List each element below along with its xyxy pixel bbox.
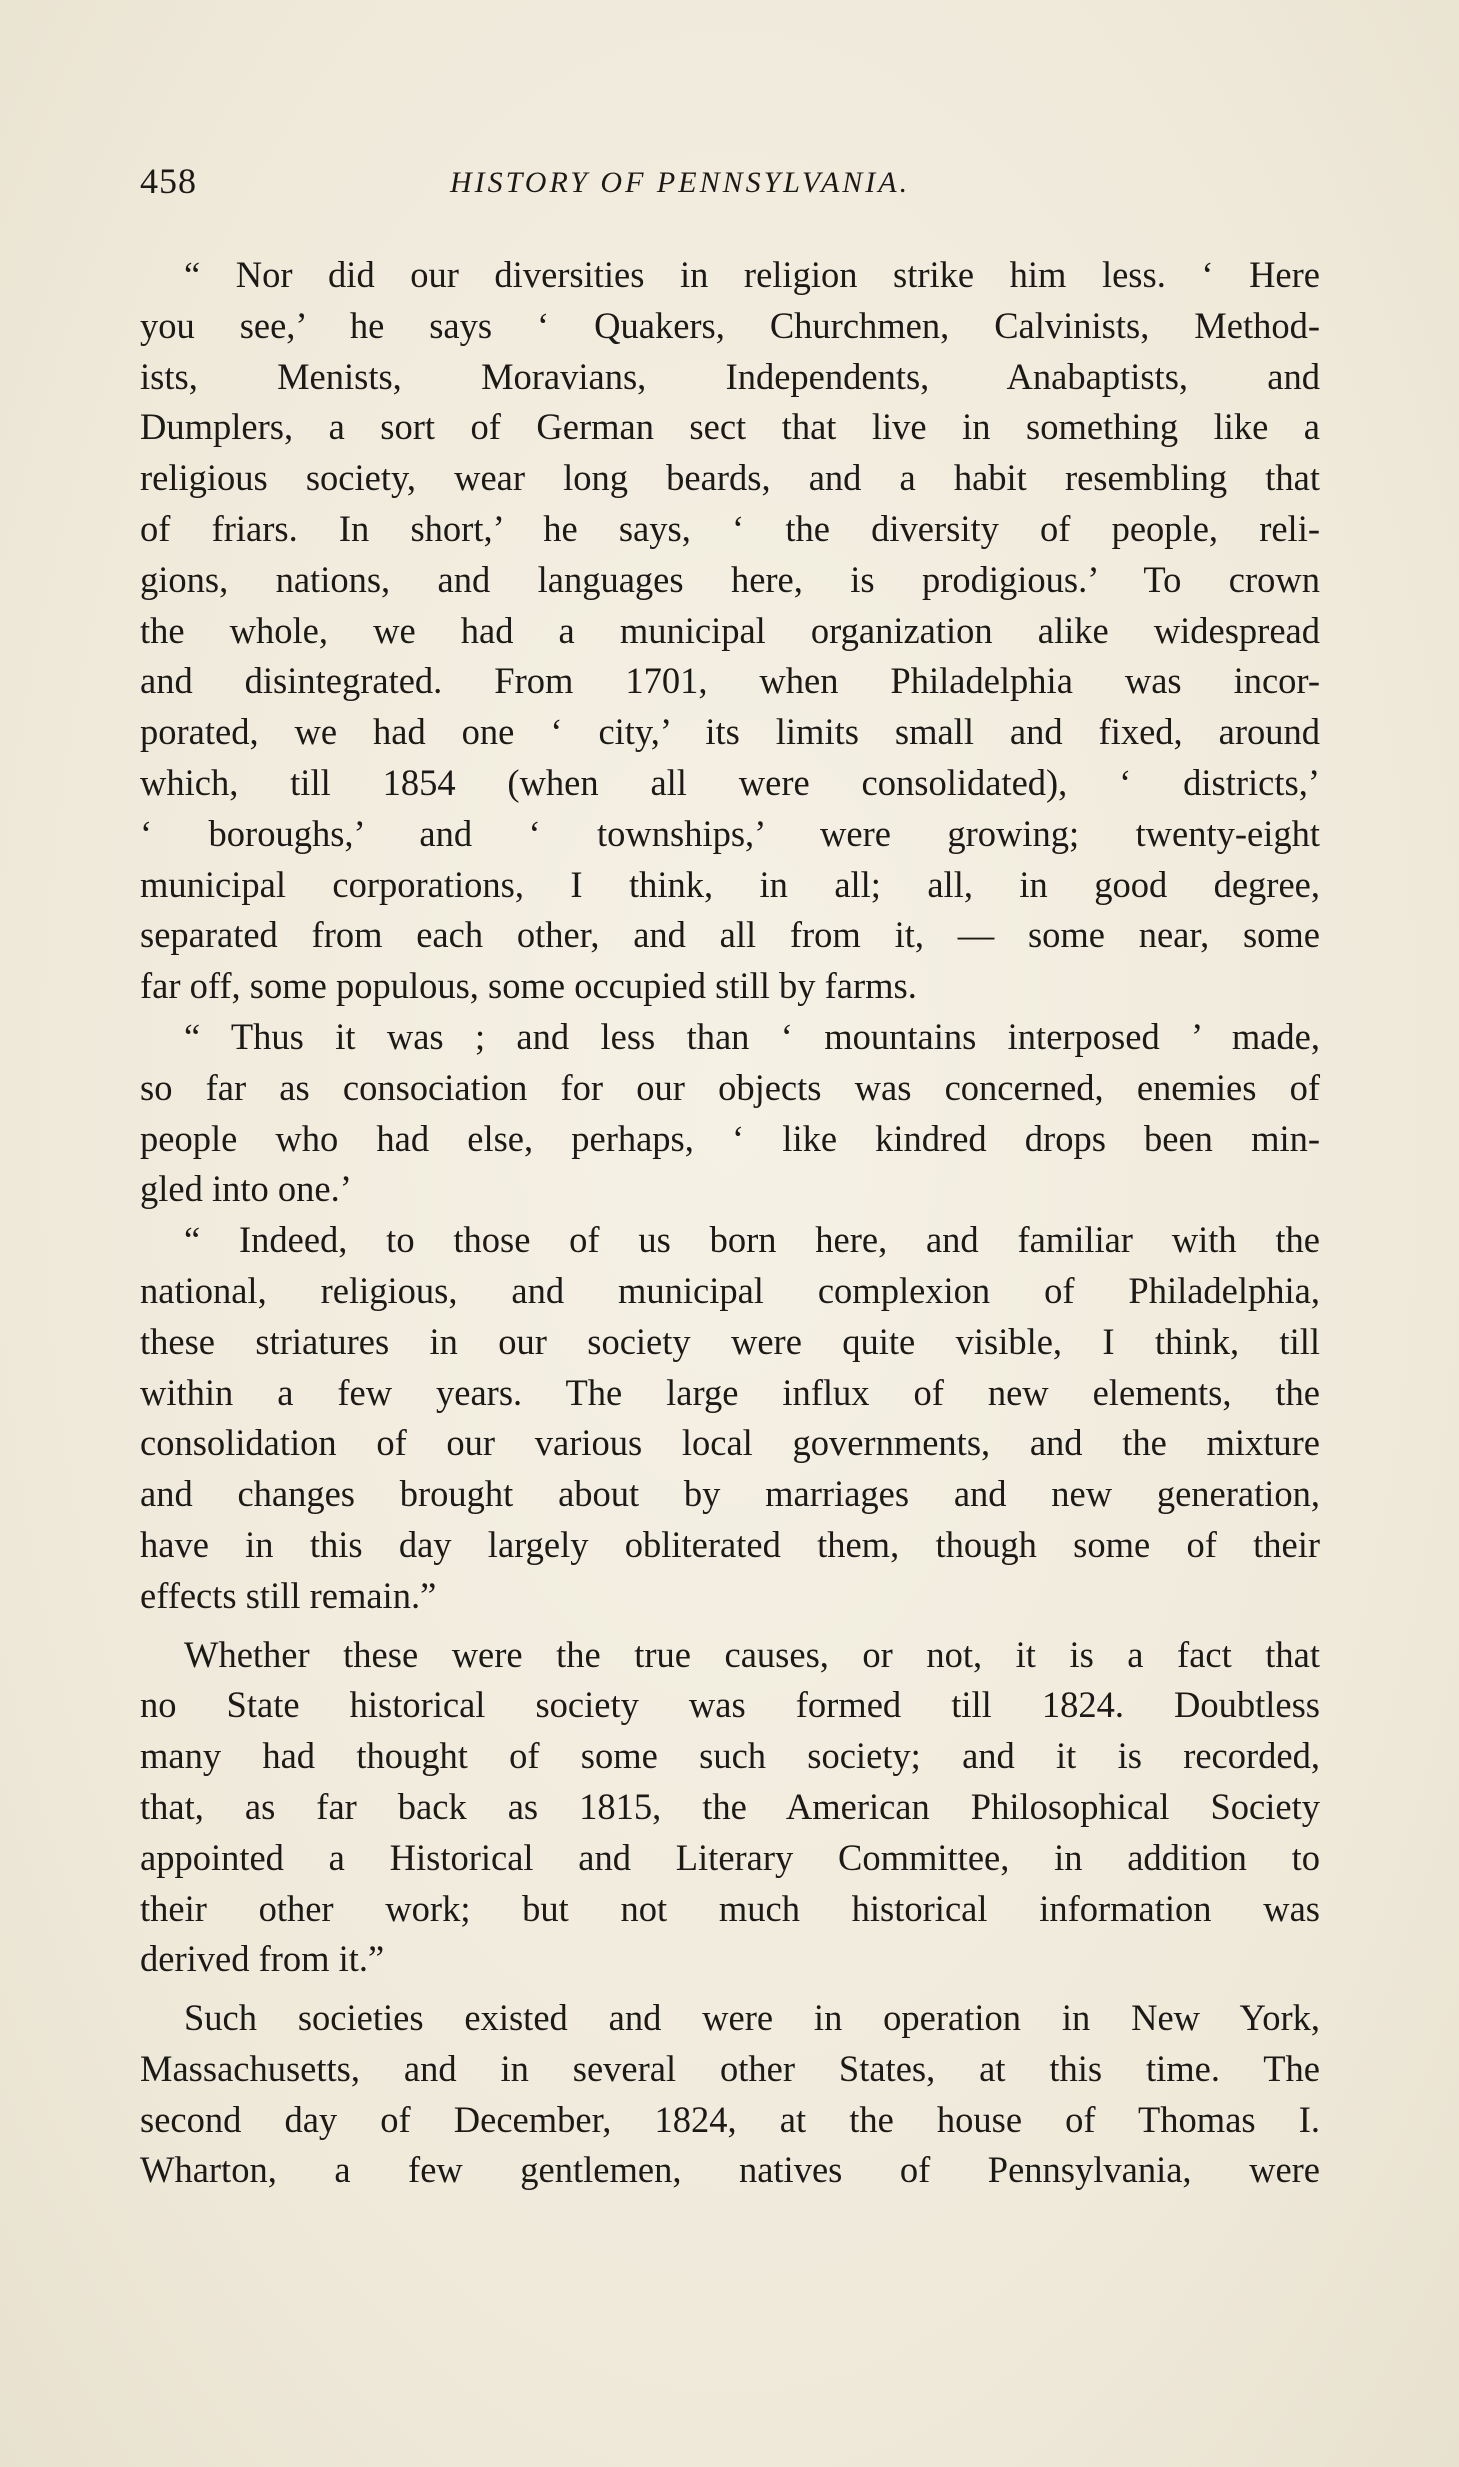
text-line: municipal corporations, I think, in all; all, in good degree, [140,863,1320,905]
text-line: separated from each other, and all from it, — some near, some [140,914,1320,956]
text-line: and disintegrated. From 1701, when Philadelphia was incor- [140,660,1320,702]
text-line: porated, we had one ‘ city,’ its limits small and fixed, around [140,711,1320,753]
text-line: effects still remain.” [140,1574,437,1616]
text-line: the whole, we had a municipal organization alike widespread [140,609,1320,651]
text-line: Whether these were the true causes, or not, it is a fact that [184,1633,1320,1675]
text-line: religious society, wear long beards, and a habit resembling that [140,457,1320,499]
text-line: people who had else, perhaps, ‘ like kindred drops been min- [140,1117,1320,1159]
text-line: no State historical society was formed till 1824. Doubtless [140,1684,1320,1726]
page-number: 458 [140,161,197,201]
text-line: consolidation of our various local governments, and the mixture [140,1422,1320,1464]
text-line: second day of December, 1824, at the house of Thomas I. [140,2098,1320,2140]
text-line: which, till 1854 (when all were consolidated), ‘ districts,’ [140,761,1320,803]
text-line: so far as consociation for our objects was concerned, enemies of [140,1066,1320,1108]
text-line: Wharton, a few gentlemen, natives of Pennsylvania, were [140,2149,1320,2191]
text-line: ists, Menists, Moravians, Independents, Anabaptists, and [140,355,1320,397]
text-line: you see,’ he says ‘ Quakers, Churchmen, Calvinists, Method- [140,304,1320,346]
body-text [140,250,1320,2196]
text-line: Massachusetts, and in several other States, at this time. The [140,2047,1320,2089]
text-line: that, as far back as 1815, the American Philosophical Society [140,1785,1320,1827]
text-line: Dumplers, a sort of German sect that live in something like a [140,406,1320,448]
text-line: ‘ boroughs,’ and ‘ townships,’ were growing; twenty-eight [140,812,1320,854]
text-line: these striatures in our society were quite visible, I think, till [140,1320,1320,1362]
text-line: “ Thus it was ; and less than ‘ mountains interposed ’ made, [184,1015,1320,1057]
text-line: gled into one.’ [140,1168,352,1210]
text-line: within a few years. The large influx of new elements, the [140,1371,1320,1413]
text-line: many had thought of some such society; and it is recorded, [140,1735,1320,1777]
text-line: “ Indeed, to those of us born here, and familiar with the [184,1219,1320,1261]
text-line: and changes brought about by marriages and new generation, [140,1473,1320,1515]
running-head: HISTORY OF PENNSYLVANIA. [450,166,911,199]
text-line: appointed a Historical and Literary Committee, in addition to [140,1836,1320,1878]
text-line: far off, some populous, some occupied still by farms. [140,965,917,1007]
text-line: national, religious, and municipal complexion of Philadelphia, [140,1269,1320,1311]
text-line: “ Nor did our diversities in religion strike him less. ‘ Here [184,254,1320,295]
text-line: have in this day largely obliterated them, though some of their [140,1523,1320,1565]
text-line: derived from it.” [140,1938,385,1980]
text-line: of friars. In short,’ he says, ‘ the diversity of people, reli- [140,507,1320,549]
text-line: gions, nations, and languages here, is prodigious.’ To crown [140,558,1320,600]
text-line: Such societies existed and were in operation in New York, [184,1997,1320,2039]
text-line: their other work; but not much historical information was [140,1887,1320,1929]
page-header [140,160,1320,220]
